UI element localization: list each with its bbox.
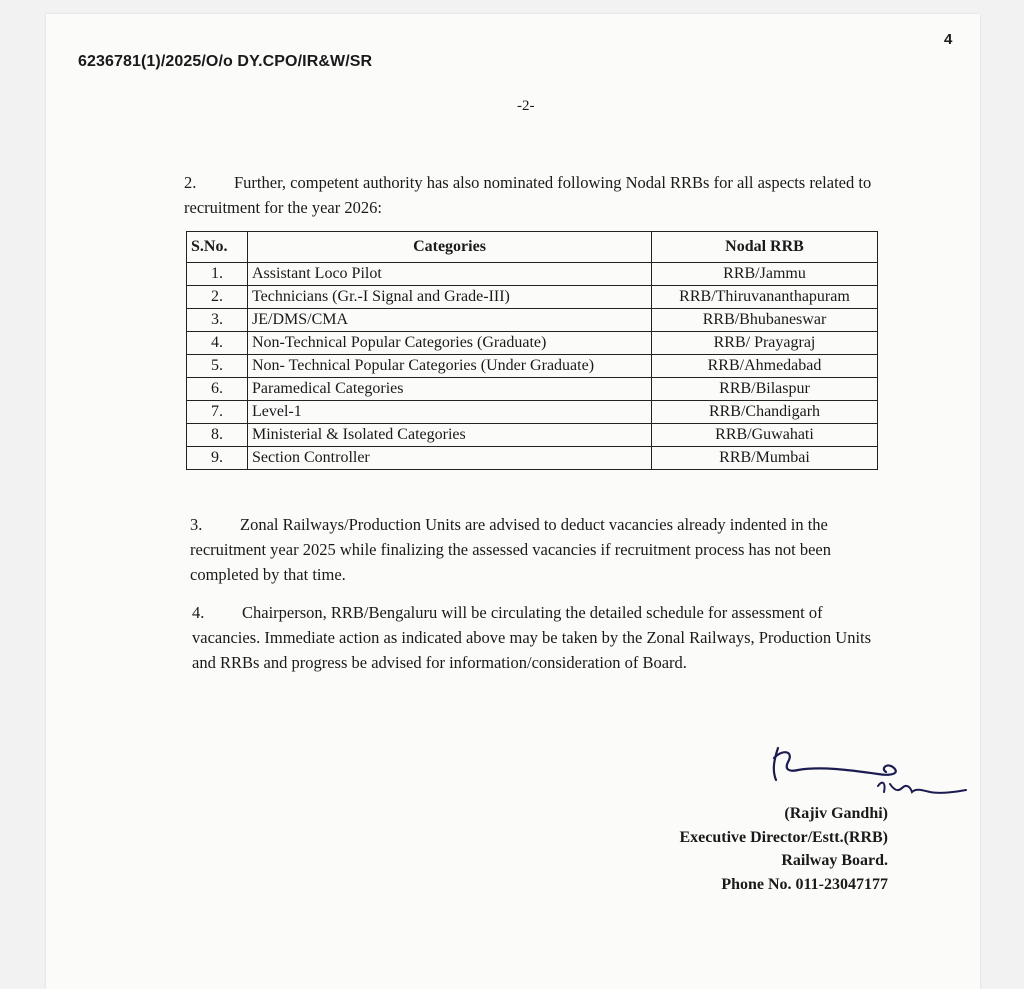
table-header-row (187, 232, 878, 263)
table-row (187, 355, 878, 378)
page-mark: -2- (517, 98, 535, 114)
cell-sno: 2. (187, 286, 248, 309)
nodal-rrb-table (186, 231, 878, 470)
handwritten-signature (760, 740, 970, 810)
table-row (187, 378, 878, 401)
cell-nodal-rrb: RRB/Guwahati (652, 424, 878, 447)
paragraph-text: Zonal Railways/Production Units are advised to deduct vacancies already indented in the recruitment year 2025 while finalizing the assessed vacancies if recruitment process has not been completed by that time. (190, 515, 831, 584)
cell-sno: 1. (187, 263, 248, 286)
header-categories: Categories (248, 232, 652, 263)
cell-nodal-rrb: RRB/Mumbai (652, 447, 878, 470)
signatory-phone: Phone No. 011-23047177 (721, 875, 888, 893)
file-number: 6236781(1)/2025/O/o DY.CPO/IR&W/SR (78, 53, 373, 70)
header-sno: S.No. (187, 232, 248, 263)
signatory-designation: Executive Director/Estt.(RRB) (679, 828, 888, 846)
cell-category: Technicians (Gr.-I Signal and Grade-III) (248, 286, 652, 309)
table-row (187, 263, 878, 286)
cell-category: Assistant Loco Pilot (248, 263, 652, 286)
cell-nodal-rrb: RRB/Bilaspur (652, 378, 878, 401)
paragraph-number: 3. (190, 515, 203, 534)
cell-category: Section Controller (248, 447, 652, 470)
cell-sno: 9. (187, 447, 248, 470)
table-row (187, 286, 878, 309)
signature-block (679, 802, 888, 896)
cell-sno: 7. (187, 401, 248, 424)
table-row (187, 447, 878, 470)
cell-nodal-rrb: RRB/Bhubaneswar (652, 309, 878, 332)
cell-sno: 8. (187, 424, 248, 447)
paragraph-4 (192, 600, 892, 675)
cell-category: JE/DMS/CMA (248, 309, 652, 332)
paragraph-3 (190, 512, 890, 587)
cell-nodal-rrb: RRB/Ahmedabad (652, 355, 878, 378)
cell-nodal-rrb: RRB/Jammu (652, 263, 878, 286)
cell-nodal-rrb: RRB/ Prayagraj (652, 332, 878, 355)
cell-category: Non-Technical Popular Categories (Graduate) (248, 332, 652, 355)
table-row (187, 309, 878, 332)
table-row (187, 401, 878, 424)
cell-sno: 5. (187, 355, 248, 378)
cell-sno: 6. (187, 378, 248, 401)
header-nodal-rrb: Nodal RRB (652, 232, 878, 263)
cell-category: Ministerial & Isolated Categories (248, 424, 652, 447)
paragraph-2 (184, 170, 874, 220)
table-row (187, 332, 878, 355)
paragraph-text: Further, competent authority has also nominated following Nodal RRBs for all aspects related to recruitment for the year 2026: (184, 173, 872, 217)
cell-nodal-rrb: RRB/Thiruvananthapuram (652, 286, 878, 309)
cell-sno: 3. (187, 309, 248, 332)
paragraph-number: 2. (184, 173, 197, 192)
cell-category: Paramedical Categories (248, 378, 652, 401)
table-row (187, 424, 878, 447)
page-number: 4 (944, 31, 953, 48)
cell-category: Level-1 (248, 401, 652, 424)
signatory-name: (Rajiv Gandhi) (784, 805, 888, 822)
paragraph-number: 4. (192, 603, 205, 622)
cell-nodal-rrb: RRB/Chandigarh (652, 401, 878, 424)
paragraph-text: Chairperson, RRB/Bengaluru will be circulating the detailed schedule for assessment of vacancies. Immediate action as indicated above may be taken by the Zonal Railways, Production Units and RRBs and progress be advised for information/consideration of Board. (192, 603, 872, 672)
cell-sno: 4. (187, 332, 248, 355)
cell-category: Non- Technical Popular Categories (Under Graduate) (248, 355, 652, 378)
signatory-office: Railway Board. (781, 852, 888, 869)
